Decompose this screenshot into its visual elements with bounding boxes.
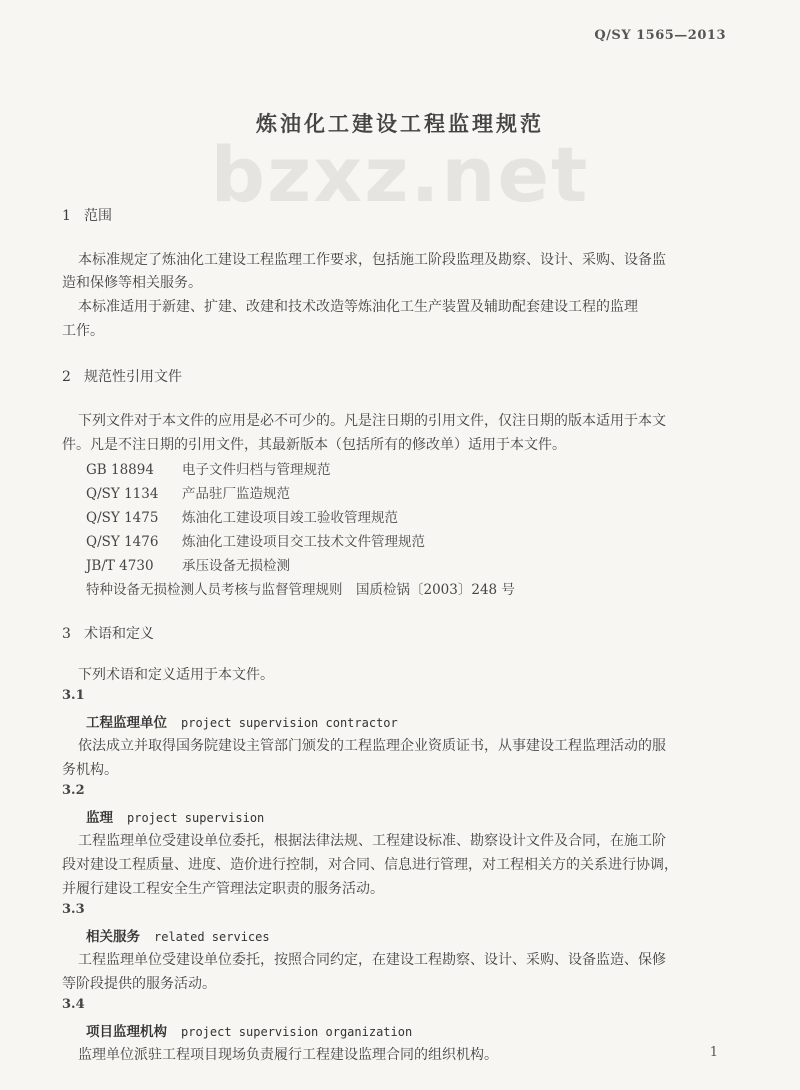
term-name-zh: 相关服务 [86, 929, 140, 945]
reference-item [86, 458, 331, 478]
scope-paragraph-2-line-2: 工作。 [62, 323, 104, 339]
page-number: 1 [709, 1045, 718, 1060]
term-name-zh: 工程监理单位 [86, 715, 167, 731]
term-definition-line: 务机构。 [62, 762, 118, 778]
terms-intro: 下列术语和定义适用于本文件。 [78, 667, 274, 683]
scope-paragraph-2-line-1: 本标准适用于新建、扩建、改建和技术改造等炼油化工生产装置及辅助配套建设工程的监理 [78, 299, 638, 315]
references-intro-line-1: 下列文件对于本文件的应用是必不可少的。凡是注日期的引用文件，仅注日期的版本适用于本文 [78, 413, 666, 429]
term-definition-line: 并履行建设工程安全生产管理法定职责的服务活动。 [62, 881, 384, 897]
reference-title: 炼油化工建设项目交工技术文件管理规范 [182, 534, 425, 550]
section-heading-normative-references [62, 366, 182, 386]
scope-paragraph-1-line-1: 本标准规定了炼油化工建设工程监理工作要求，包括施工阶段监理及勘察、设计、采购、设备监 [78, 252, 666, 268]
section-title: 规范性引用文件 [84, 369, 182, 385]
reference-code: JB/T 4730 [86, 558, 154, 574]
reference-title: 炼油化工建设项目竣工验收管理规范 [182, 510, 398, 526]
term-number: 3.2 [62, 783, 85, 798]
term-definition-line: 工程监理单位受建设单位委托，按照合同约定，在建设工程勘察、设计、采购、设备监造、保修 [78, 952, 666, 968]
term-number: 3.1 [62, 688, 85, 703]
term-definition-line: 工程监理单位受建设单位委托，根据法律法规、工程建设标准、勘察设计文件及合同，在施工阶 [78, 833, 666, 849]
term-definition-line: 监理单位派驻工程项目现场负责履行工程建设监理合同的组织机构。 [78, 1047, 498, 1063]
references-intro-line-2: 件。凡是不注日期的引用文件，其最新版本（包括所有的修改单）适用于本文件。 [62, 437, 566, 453]
reference-code: Q/SY 1134 [86, 486, 159, 502]
reference-title: 电子文件归档与管理规范 [182, 462, 331, 478]
reference-title: 产品驻厂监造规范 [182, 486, 290, 502]
term-heading [86, 925, 270, 945]
standard-number: Q/SY 1565—2013 [594, 28, 726, 43]
term-heading [86, 1020, 412, 1040]
term-definition-line: 依法成立并取得国务院建设主管部门颁发的工程监理企业资质证书，从事建设工程监理活动的服 [78, 738, 666, 754]
term-name-zh: 监理 [86, 810, 113, 826]
reference-code: GB 18894 [86, 462, 154, 478]
reference-title: 承压设备无损检测 [182, 558, 290, 574]
term-number: 3.3 [62, 902, 85, 917]
section-title: 术语和定义 [84, 626, 154, 642]
scope-paragraph-1-line-2: 造和保修等相关服务。 [62, 275, 202, 291]
term-name-en: project supervision contractor [181, 716, 398, 730]
reference-code: Q/SY 1475 [86, 510, 159, 526]
term-definition-line: 等阶段提供的服务活动。 [62, 976, 216, 992]
term-heading [86, 711, 398, 731]
section-heading-terms [62, 623, 154, 643]
watermark: bzxz.net [210, 130, 590, 219]
term-name-en: project supervision [127, 811, 265, 825]
reference-item-regulation: 特种设备无损检测人员考核与监督管理规则 国质检锅〔2003〕248 号 [86, 582, 515, 598]
document-title: 炼油化工建设工程监理规范 [256, 111, 544, 136]
term-name-en: related services [154, 930, 270, 944]
section-heading-scope [62, 205, 112, 225]
term-number: 3.4 [62, 997, 85, 1012]
section-number: 1 [62, 208, 71, 224]
term-name-zh: 项目监理机构 [86, 1024, 167, 1040]
term-definition-line: 段对建设工程质量、进度、造价进行控制，对合同、信息进行管理，对工程相关方的关系进行协调， [62, 857, 678, 873]
section-title: 范围 [84, 208, 112, 224]
section-number: 3 [62, 626, 71, 642]
term-name-en: project supervision organization [181, 1025, 413, 1039]
reference-item [86, 482, 290, 502]
reference-item [86, 530, 425, 550]
term-heading [86, 806, 264, 826]
reference-item [86, 554, 290, 574]
section-number: 2 [62, 369, 71, 385]
reference-code: Q/SY 1476 [86, 534, 159, 550]
reference-item [86, 506, 398, 526]
